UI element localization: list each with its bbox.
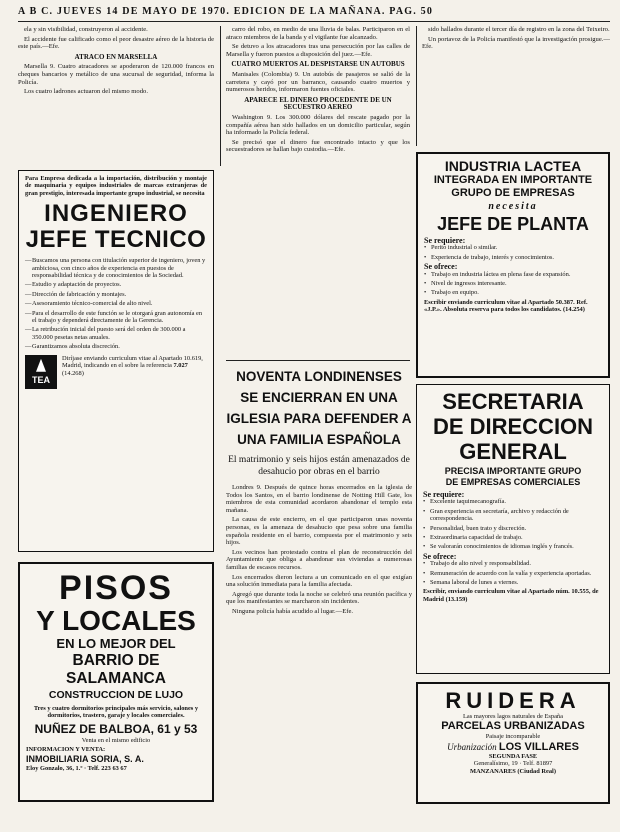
ad-title-general: GENERAL (459, 439, 567, 464)
list-item (424, 289, 602, 296)
ad-visit: Venta en el mismo edificio (81, 736, 151, 744)
list-item-text: Asesoramiento técnico-comercial de alto nivel. (32, 300, 153, 308)
list-item (25, 310, 207, 325)
ad-title-direccion: DE DIRECCION (432, 414, 594, 439)
ad-offer-list (423, 560, 603, 586)
col2-body-1: Manisales (Colombia) 9. Un autobús de pasajeros se salió de la carretera y cayó por un barranco, causando cuatro muertos y numerosos heridos, informaron fuentes oficiales. (226, 70, 410, 94)
ad-title-1: INDUSTRIA LACTEA (444, 158, 582, 174)
list-item-text: Dirección de fabricación y montajes. (32, 290, 127, 298)
ad-offer-label: Se ofrece: (423, 551, 457, 561)
col2-heading-1: CUATRO MUERTOS AL DESPISTARSE UN AUTOBUS (231, 60, 405, 69)
ad-urb-label: Urbanización (447, 741, 497, 752)
list-item (423, 525, 603, 532)
ad-description: Tres y cuatro dormitorios principales más servicio, salones y dormitorios, trastero, garaje y locales comerciales. (33, 705, 199, 720)
list-item-text: Para el desarrollo de este función se le otorgará gran autonomía en el trabajo y dependerá directamente de la Gerencia. (32, 309, 203, 325)
ad-title-jefe-planta: JEFE DE PLANTA (437, 214, 589, 234)
list-item (423, 498, 603, 505)
ad-construccion: CONSTRUCCION DE LUJO (48, 689, 184, 701)
ad-title-3: GRUPO DE EMPRESAS (451, 187, 575, 199)
list-item-text: Nivel de ingresos interesante. (431, 280, 507, 288)
list-item (25, 257, 207, 279)
ad-code: (14.268) (62, 369, 84, 377)
ad-sub-1: PRECISA IMPORTANTE GRUPO (444, 466, 582, 476)
article-headline: NOVENTA LONDINENSES SE ENCIERRAN EN UNA IGLESIA PARA DEFENDER A UNA FAMILIA ESPAÑOLA (226, 369, 412, 447)
list-item-text: Buscamos una persona con titulación superior de ingeniero, joven y ambiciosa, con cinco años de experiencia en puestos de responsabilidad técnica y de conocimientos de la Sociedad. (32, 257, 206, 280)
list-item-text: Trabajo de alto nivel y responsabilidad. (430, 560, 531, 568)
ad-ref: 7.027 (173, 362, 188, 370)
ad-title-2: INTEGRADA EN IMPORTANTE (433, 174, 593, 186)
col1-heading: ATRACO EN MARSELLA (74, 52, 158, 61)
list-item-text: Se valorarán conocimientos de idiomas inglés y francés. (430, 543, 574, 551)
bullet-icon: — (25, 257, 32, 265)
ad-code: (14.254) (563, 306, 585, 314)
list-item-text: Personalidad, buen trato y discreción. (430, 524, 527, 532)
article-body-4: Los encerrados dieron lectura a un comunicado en el que exigían una solución inmediata para la familia afectada. (226, 573, 412, 589)
ad-title-locales: Y LOCALES (36, 605, 196, 636)
article-body-3: Los vecinos han protestado contra el plan de reconstrucción del Ayuntamiento que obliga a abandonar sus viviendas a numerosas familias de escasos recursos. (226, 548, 412, 571)
ad-ingeniero-jefe-tecnico (18, 170, 214, 552)
col1-text-2: El accidente fue calificado como el peor desastre aéreo de la historia de este país.—Efe. (18, 35, 214, 51)
article-body-6: Ninguna policía había acudido al lugar.—Efe. (232, 607, 354, 615)
list-item (423, 570, 603, 577)
col3-top-article (422, 26, 610, 146)
col3-text: sido hallados durante el tercer día de registro en la zona del Teixeiro. (428, 26, 610, 33)
bullet-icon: • (423, 579, 426, 587)
article-londinenses (226, 366, 412, 806)
list-item-text: Estudio y adaptación de proyectos. (32, 281, 122, 289)
col3-text-2: Un portavoz de la Policía manifestó que la investigación prosigue.—Efe. (422, 35, 610, 51)
ad-sub: Las mayores lagos naturales de España (463, 713, 563, 720)
column-divider (220, 26, 221, 166)
ad-info-label: INFORMACION Y VENTA: (26, 746, 106, 754)
ad-address: NUÑEZ DE BALBOA, 61 y 53 (34, 721, 198, 736)
ad-city: MANZANARES (Ciudad Real) (470, 767, 556, 775)
list-item (25, 291, 207, 298)
ad-paisaje: Paisaje incomparable (485, 733, 541, 741)
bullet-icon: • (424, 270, 427, 278)
article-subhead: El matrimonio y seis hijos están amenazados de desahucio por obras en el barrio (228, 455, 410, 477)
ad-sub-2: DE EMPRESAS COMERCIALES (445, 477, 581, 487)
list-item (423, 508, 603, 523)
ad-company: INMOBILIARIA SORIA, S. A. (26, 753, 144, 764)
ad-title-parcelas: PARCELAS URBANIZADAS (441, 720, 585, 733)
article-body-2: La causa de este encierro, en el que participaron unas noventa personas, es la amenaza de desahucio que pesa sobre una familia española residente en el barrio, compuesta por el matrimonio y seis hijos. (226, 516, 412, 547)
list-item (423, 579, 603, 586)
bullet-icon: — (25, 300, 32, 308)
list-item-text: Experiencia de trabajo, interés y conocimientos. (431, 253, 554, 261)
bullet-icon: • (423, 534, 426, 542)
page-header: A B C. JUEVES 14 DE MAYO DE 1970. EDICION DE LA MAÑANA. PAG. 50 (18, 4, 610, 22)
list-item (424, 254, 602, 261)
article-divider (226, 360, 410, 361)
ad-req-label: Se requiere: (423, 490, 465, 499)
list-item (423, 534, 603, 541)
list-item-text: Remuneración de acuerdo con la valía y experiencia aportadas. (430, 569, 592, 577)
ad-req-list (423, 498, 603, 550)
ad-contact: Escribir enviando curriculum vitae al Apartado 50.387. Ref. «J.P.». Absoluta reserva para todos los candidatos. (424, 298, 588, 314)
col2-heading-2: APARECE EL DINERO PROCEDENTE DE UN SECUESTRO AEREO (244, 95, 392, 112)
col2-text: carro del robo, en medio de una lluvia de balas. Participaron en el atraco miembros de la banda y el vigilante fue alcanzado. (226, 26, 410, 41)
col2-text-2: Se detuvo a los atracadores tras una persecución por las calles de Marsella y fueron puestos a disposición del juez.—Efe. (226, 43, 410, 58)
ad-ruidera (416, 682, 610, 804)
ad-urb-name: LOS VILLARES (498, 740, 579, 753)
list-item-text: Excelente taquimecanografía. (430, 498, 506, 506)
list-item (424, 280, 602, 287)
list-item-text: Trabajo en industria láctea en plena fase de expansión. (431, 270, 571, 278)
ad-barrio: BARRIO DE SALAMANCA (66, 652, 166, 687)
article-body-5: Agregó que durante toda la noche se celebró una reunión pacífica y que los manifestantes se marcharon sin incidentes. (226, 590, 412, 606)
bullet-icon: • (423, 524, 426, 532)
col2-body-3: Se precisó que el dinero fue encontrado intacto y que los secuestradores se hallan bajo custodia.—Efe. (226, 138, 410, 154)
list-item-text: Extraordinaria capacidad de trabajo. (430, 534, 523, 542)
bullet-icon: — (25, 309, 32, 317)
ad-necesita: necesita (488, 201, 538, 212)
list-item-text: Gran experiencia en secretaría, archivo y redacción de correspondencia. (430, 507, 569, 523)
article-body-1: Londres 9. Después de quince horas encerrados en la iglesia de Todos los Santos, en el barrio londinense de Notting Hill Gate, los miembros de esta comunidad acordaron abandonar el templo esta mañana. (226, 484, 412, 514)
col1-text: ela y sin visibilidad, construyeron al accidente. (24, 26, 148, 33)
bullet-icon: — (25, 343, 32, 351)
bullet-icon: — (25, 326, 32, 334)
ad-title-ruidera: RUIDERA (445, 688, 581, 713)
bullet-icon: • (424, 253, 427, 261)
ad-contact: Escribir, enviando curriculum vitae al Apartado núm. 10.555, de Madrid (423, 588, 599, 603)
ad-title-secretaria: SECRETARIA (442, 389, 584, 414)
list-item (25, 343, 207, 350)
ad-offer-label: Se ofrece: (424, 262, 458, 272)
bullet-icon: • (423, 543, 426, 551)
ad-phase: SEGUNDA FASE (488, 752, 538, 760)
ad-code: (13.159) (445, 595, 468, 603)
bullet-icon: • (423, 507, 426, 515)
list-item-text: Trabajo en equipo. (431, 289, 479, 297)
col1-top-article (18, 26, 214, 168)
bullet-icon: — (25, 290, 32, 298)
list-item-text: La retribución inicial del puesto será del orden de 300.000 a 350.000 pesetas netas anuales. (32, 326, 186, 341)
list-item-text: Semana laboral de lunes a viernes. (430, 579, 519, 587)
list-item (423, 560, 603, 567)
list-item (424, 271, 602, 278)
col2-body-2: Washington 9. Los 300.000 dólares del rescate pagado por la compañía aérea han sido hallados en un domicilio particular, según ha informado la Policía federal. (226, 113, 410, 137)
col1-body-1: Marsella 9. Cuatro atracadores se apoderaron de 120.000 francos en cheques bancarios y metálico de una sucursal de seguridad, informa la Policía. (18, 63, 214, 86)
col2-top-articles (226, 26, 410, 356)
ad-pisos-locales (18, 562, 214, 802)
list-item (25, 281, 207, 288)
ad-title-ingeniero: INGENIERO (44, 200, 188, 228)
list-item (25, 300, 207, 307)
ad-req-label: Se requiere: (424, 236, 466, 245)
bullet-icon: • (423, 569, 426, 577)
bullet-icon: • (423, 560, 426, 568)
bullet-icon: • (424, 280, 427, 288)
column-divider (416, 26, 417, 146)
ad-intro: Para Empresa dedicada a la importación, distribución y montaje de maquinaria y equipos industriales de marcas extranjeras de gran prestigio, interesada importante grupo industrial, se necesita (25, 175, 207, 197)
ad-secretaria-direccion (416, 384, 610, 674)
ad-contact: Eloy Gonzalo, 36, 1.º · Telf. 223 63 67 (26, 764, 127, 772)
list-item (423, 543, 603, 550)
ad-industria-lactea (416, 152, 610, 378)
list-item-text: Perito industrial o similar. (431, 244, 498, 252)
col1-body-2: Los cuatro ladrones actuaron del mismo modo. (24, 88, 148, 96)
ad-subtitle: EN LO MEJOR DEL (56, 636, 176, 651)
ad-req-list (424, 244, 602, 261)
bullet-icon: — (25, 281, 32, 289)
ad-title-pisos: PISOS (59, 569, 173, 607)
ad-contact: Diríjase enviando curriculum vitae al Apartado 10.619, Madrid, indicando en el sobre la referencia (62, 354, 203, 370)
ad-address: Generalísimo, 19 · Telf. 81897 (473, 760, 553, 768)
list-item (424, 244, 602, 251)
ad-offer-list (424, 271, 602, 297)
ad-requirements-list (25, 257, 207, 350)
bullet-icon: • (424, 289, 427, 297)
list-item-text: Garantizamos absoluta discreción. (32, 343, 120, 351)
tea-logo: TEA (25, 355, 57, 389)
list-item (25, 326, 207, 341)
bullet-icon: • (423, 498, 426, 506)
ad-title-jefe-tecnico: JEFE TECNICO (25, 226, 207, 254)
bullet-icon: • (424, 244, 427, 252)
